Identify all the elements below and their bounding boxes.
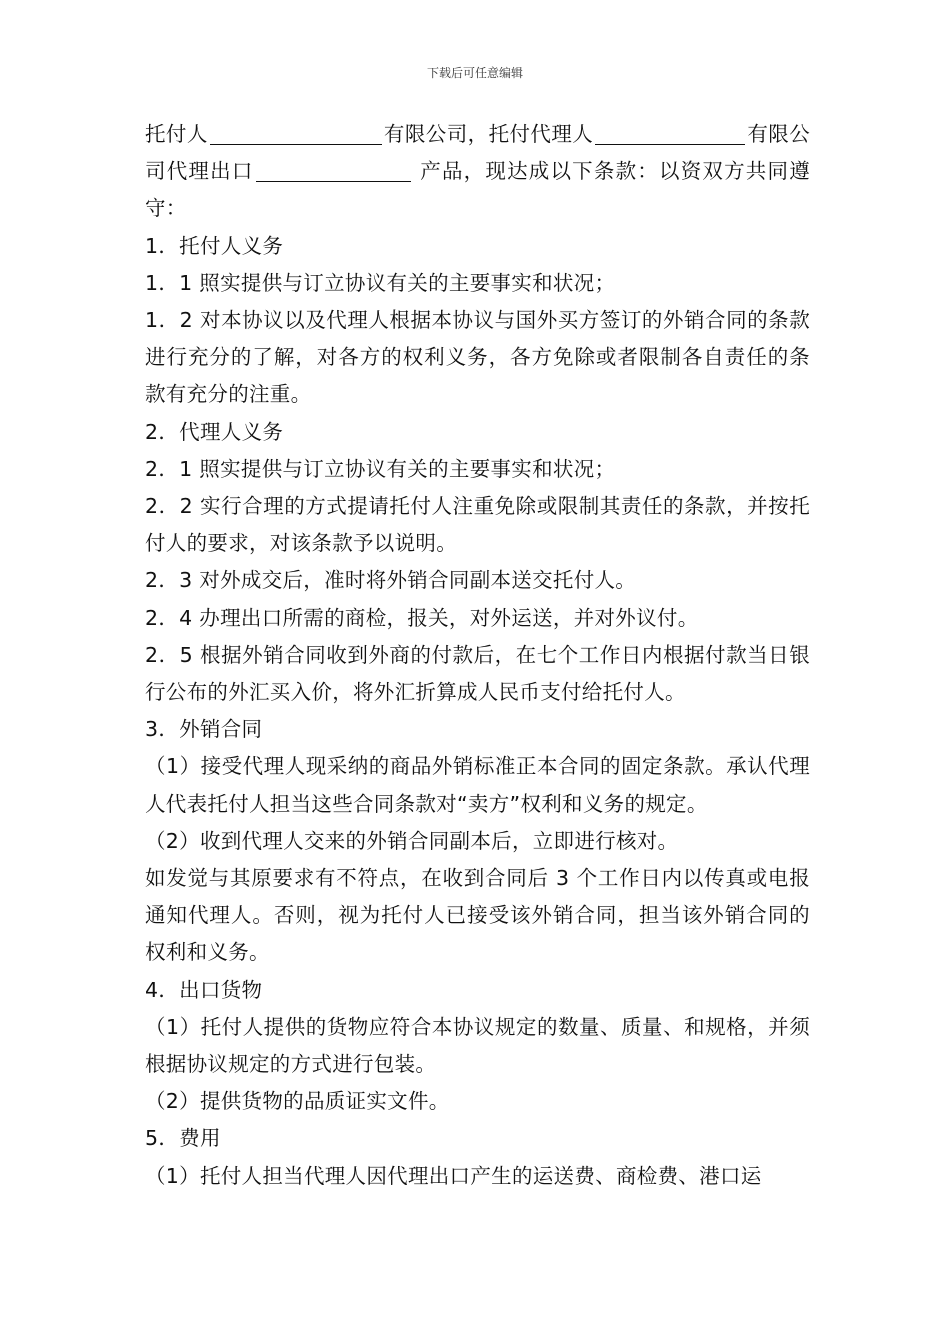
- clause-paragraph: 2．4 办理出口所需的商检，报关，对外运送，并对外议付。: [145, 605, 699, 630]
- section-heading: 2．代理人义务: [145, 419, 284, 444]
- clause-paragraph: 如发觉与其原要求有不符点，在收到合同后 3 个工作日内以传真或电报通知代理人。否则，视为托付人已接受该外销合同，担当该外销合同的权利和义务。: [145, 866, 810, 965]
- document-body: [145, 116, 810, 1195]
- clause-paragraph: （1）托付人担当代理人因代理出口产生的运送费、商检费、港口运: [145, 1163, 762, 1188]
- clause-paragraph: 1．2 对本协议以及代理人根据本协议与国外买方签订的外销合同的条款进行充分的了解，对各方的权利义务，各方免除或者限制各自责任的条款有充分的注重。: [145, 308, 810, 407]
- section-heading: 5．费用: [145, 1126, 221, 1151]
- clause-paragraph: 2．3 对外成交后，准时将外销合同副本送交托付人。: [145, 568, 637, 593]
- intro-text-4: 产品，现达成以下条款：以资双方共同遵守：: [145, 159, 811, 221]
- clause-paragraph: （2）提供货物的品质证实文件。: [145, 1089, 450, 1114]
- clause-paragraph: 2．2 实行合理的方式提请托付人注重免除或限制其责任的条款，并按托付人的要求，对该条款予以说明。: [145, 494, 810, 556]
- blank-line-principal: [210, 120, 382, 145]
- clause-paragraph: 2．1 照实提供与订立协议有关的主要事实和状况；: [145, 456, 616, 481]
- intro-text-1: 托付人: [145, 122, 208, 146]
- header-note: 下载后可任意编辑: [426, 66, 523, 80]
- clause-paragraph: 2．5 根据外销合同收到外商的付款后，在七个工作日内根据付款当日银行公布的外汇买入价，将外汇折算成人民币支付给托付人。: [145, 642, 810, 705]
- clause-paragraph: （1）接受代理人现采纳的商品外销标准正本合同的固定条款。承认代理人代表托付人担当这些合同条款对“卖方”权利和义务的规定。: [145, 754, 810, 816]
- intro-text-3: 有限公司代理出口: [145, 122, 811, 184]
- intro-text-2: 有限公司，托付代理人: [383, 122, 594, 146]
- blank-line-product: [256, 157, 411, 182]
- clause-paragraph: 1．1 照实提供与订立协议有关的主要事实和状况；: [145, 270, 616, 295]
- section-heading: 4．出口货物: [145, 977, 263, 1002]
- intro-paragraph: [145, 116, 810, 228]
- clause-paragraph: （1）托付人提供的货物应符合本协议规定的数量、质量、和规格，并须根据协议规定的方式进行包装。: [145, 1014, 810, 1077]
- section-heading: 3．外销合同: [145, 717, 263, 742]
- section-heading: 1．托付人义务: [145, 233, 284, 258]
- clause-paragraph: （2）收到代理人交来的外销合同副本后，立即进行核对。: [145, 828, 679, 853]
- blank-line-agent: [595, 120, 745, 145]
